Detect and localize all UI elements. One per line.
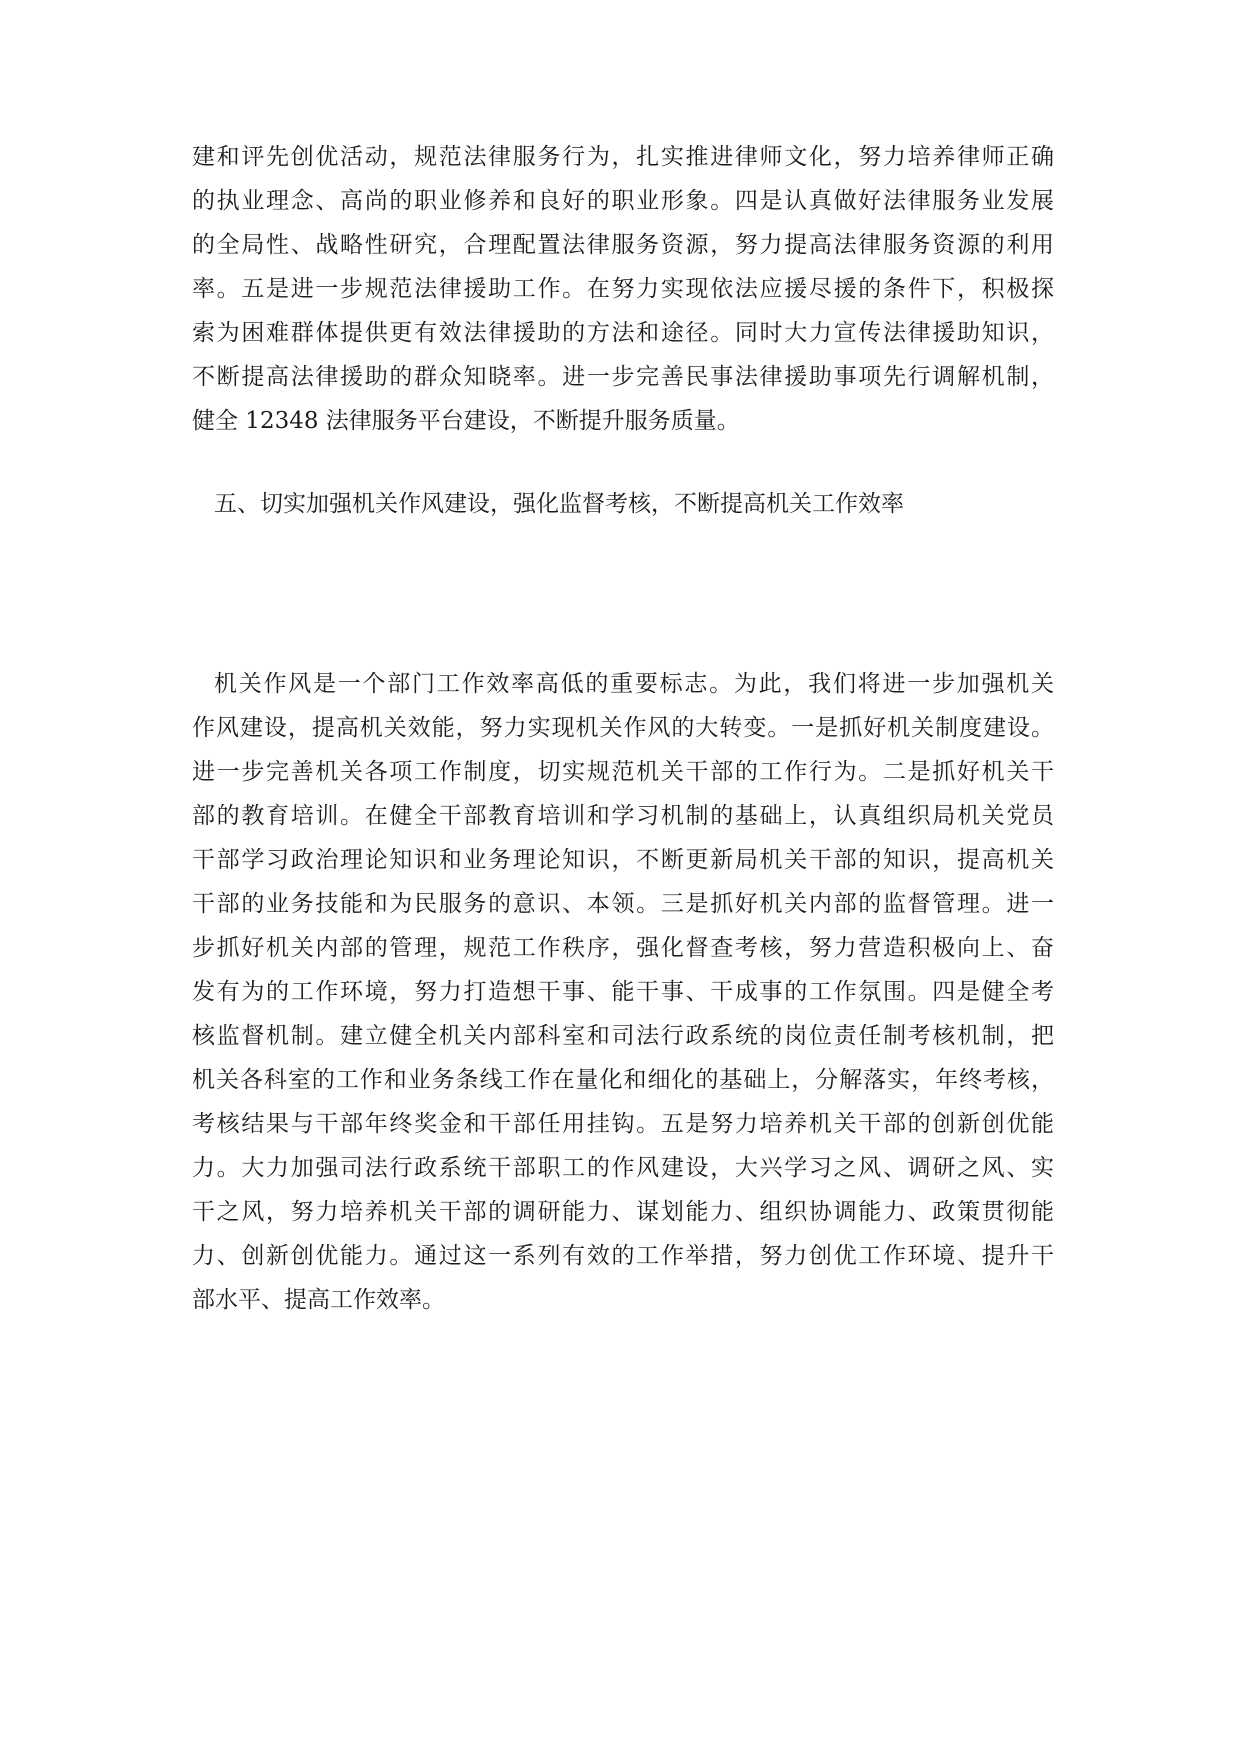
paragraph-line: 健全 12348 法律服务平台建设，不断提升服务质量。: [192, 408, 740, 434]
paragraph-line: 发有为的工作环境，努力打造想干事、能干事、干成事的工作氛围。四是健全考: [192, 979, 1054, 1005]
paragraph-line: 的全局性、战略性研究，合理配置法律服务资源，努力提高法律服务资源的利用: [192, 232, 1054, 258]
paragraph-line: 部水平、提高工作效率。: [192, 1287, 445, 1313]
paragraph-line: 干部学习政治理论知识和业务理论知识，不断更新局机关干部的知识，提高机关: [192, 847, 1054, 873]
paragraph-line: 考核结果与干部年终奖金和干部任用挂钩。五是努力培养机关干部的创新创优能: [192, 1111, 1054, 1137]
paragraph-line: 机关各科室的工作和业务条线工作在量化和细化的基础上，分解落实，年终考核，: [192, 1067, 1054, 1093]
paragraph-line: 索为困难群体提供更有效法律援助的方法和途径。同时大力宣传法律援助知识，: [192, 320, 1054, 346]
paragraph-line: 部的教育培训。在健全干部教育培训和学习机制的基础上，认真组织局机关党员: [192, 803, 1054, 829]
paragraph-line: 步抓好机关内部的管理，规范工作秩序，强化督查考核，努力营造积极向上、奋: [192, 935, 1054, 961]
paragraph-line: 核监督机制。建立健全机关内部科室和司法行政系统的岗位责任制考核机制，把: [192, 1023, 1054, 1049]
paragraph-line: 建和评先创优活动，规范法律服务行为，扎实推进律师文化，努力培养律师正确: [192, 144, 1054, 170]
paragraph-line: 作风建设，提高机关效能，努力实现机关作风的大转变。一是抓好机关制度建设。: [192, 715, 1054, 741]
paragraph-line: 干之风，努力培养机关干部的调研能力、谋划能力、组织协调能力、政策贯彻能: [192, 1199, 1054, 1225]
paragraph-line: 干部的业务技能和为民服务的意识、本领。三是抓好机关内部的监督管理。进一: [192, 891, 1054, 917]
paragraph-line: 率。五是进一步规范法律援助工作。在努力实现依法应援尽援的条件下，积极探: [192, 276, 1054, 302]
paragraph-line: 的执业理念、高尚的职业修养和良好的职业形象。四是认真做好法律服务业发展: [192, 188, 1054, 214]
paragraph-line: 力。大力加强司法行政系统干部职工的作风建设，大兴学习之风、调研之风、实: [192, 1155, 1054, 1181]
paragraph-line: 力、创新创优能力。通过这一系列有效的工作举措，努力创优工作环境、提升干: [192, 1243, 1054, 1269]
paragraph-line: 进一步完善机关各项工作制度，切实规范机关干部的工作行为。二是抓好机关干: [192, 759, 1054, 785]
paragraph-line: 不断提高法律援助的群众知晓率。进一步完善民事法律援助事项先行调解机制，: [192, 364, 1054, 390]
paragraph-line: 机关作风是一个部门工作效率高低的重要标志。为此，我们将进一步加强机关: [214, 671, 1054, 697]
section-heading: 五、切实加强机关作风建设，强化监督考核，不断提高机关工作效率: [214, 491, 904, 517]
